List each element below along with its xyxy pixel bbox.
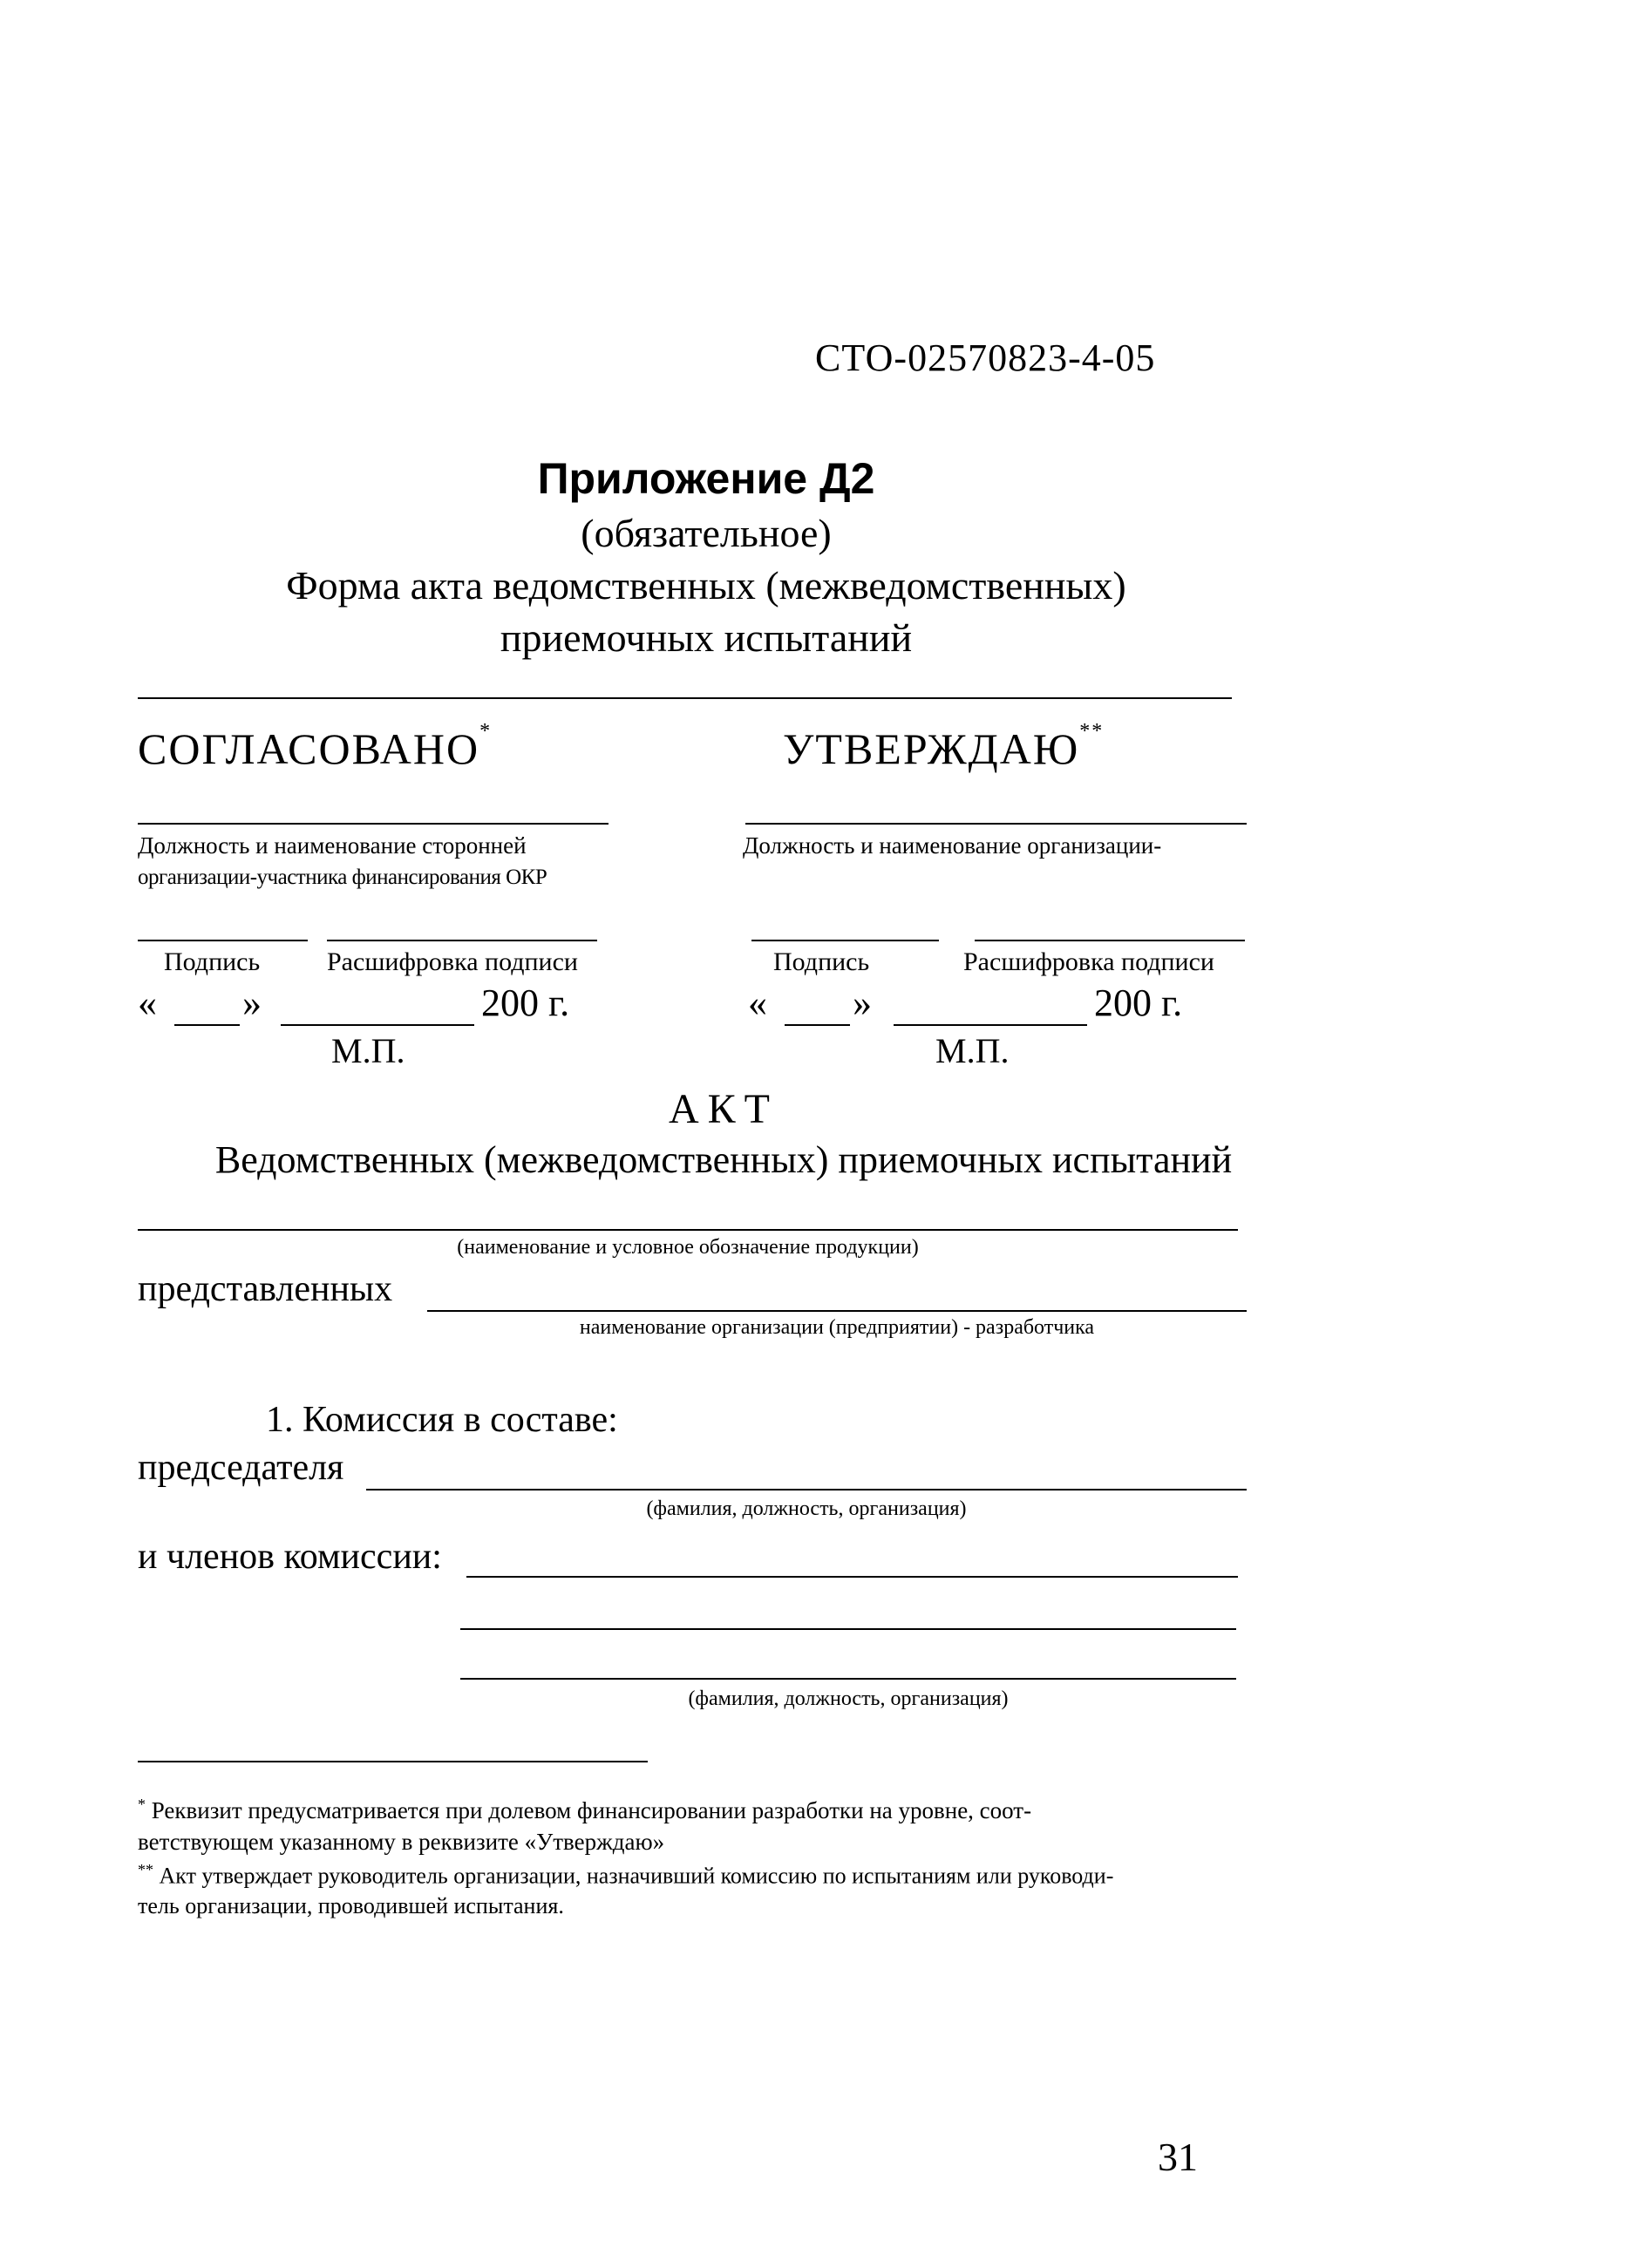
member-field-1[interactable] [466, 1576, 1238, 1578]
left-day-field[interactable] [174, 1024, 240, 1026]
right-signature-decode-label: Расшифровка подписи [963, 947, 1214, 976]
page-number: 31 [1158, 2135, 1198, 2179]
chair-field[interactable] [366, 1489, 1247, 1490]
right-year: 200 г. [1094, 981, 1183, 1024]
left-signature-label: Подпись [164, 947, 261, 976]
appendix-title: Приложение Д2 [537, 454, 875, 503]
right-signature-label: Подпись [773, 947, 870, 976]
right-month-field[interactable] [894, 1024, 1087, 1026]
left-position-line[interactable] [138, 823, 609, 825]
members-caption: (фамилия, должность, организация) [688, 1687, 1009, 1710]
chair-caption: (фамилия, должность, организация) [646, 1497, 967, 1520]
right-day-field[interactable] [785, 1024, 850, 1026]
member-field-3[interactable] [460, 1678, 1236, 1680]
member-field-2[interactable] [460, 1628, 1236, 1630]
form-title-line2: приемочных испытаний [500, 615, 913, 660]
commission-heading: 1. Комиссия в составе: [266, 1400, 618, 1440]
footnote-1-line1: * Реквизит предусматривается при долевом финансировании разработки на уровне, соот- [138, 1796, 1032, 1823]
developer-caption: наименование организации (предприятии) - разработчика [579, 1316, 1095, 1339]
members-label: и членов комиссии: [138, 1537, 442, 1577]
product-caption: (наименование и условное обозначение продукции) [457, 1236, 919, 1259]
right-date-open: « [748, 981, 767, 1024]
left-position-label-2: организации-участника финансирования ОКР [138, 866, 547, 889]
product-name-field[interactable] [138, 1229, 1238, 1231]
form-title-line1: Форма акта ведомственных (межведомственных) [286, 563, 1126, 608]
title-divider [138, 697, 1232, 699]
right-stamp: М.П. [935, 1031, 1010, 1070]
act-title: АКТ [669, 1086, 779, 1132]
left-stamp: М.П. [331, 1031, 405, 1070]
footnote-2-line2: тель организации, проводившей испытания. [138, 1893, 564, 1918]
left-date-open: « [138, 981, 157, 1024]
footnote-1-line2: ветствующем указанному в реквизите «Утверждаю» [138, 1829, 665, 1855]
left-position-label-1: Должность и наименование сторонней [138, 832, 527, 859]
right-signature-decode-line[interactable] [975, 940, 1245, 941]
left-signature-decode-label: Расшифровка подписи [327, 947, 578, 976]
footnote-divider [138, 1761, 648, 1762]
document-code: СТО-02570823-4-05 [815, 336, 1156, 379]
left-date-close: » [242, 981, 262, 1024]
right-signature-line[interactable] [751, 940, 939, 941]
appendix-subtitle: (обязательное) [581, 511, 832, 555]
act-subtitle: Ведомственных (межведомственных) приемочных испытаний [214, 1138, 1233, 1181]
agreed-heading: СОГЛАСОВАНО* [138, 720, 493, 773]
left-year: 200 г. [481, 981, 570, 1024]
right-date-close: » [853, 981, 872, 1024]
left-signature-line[interactable] [138, 940, 308, 941]
left-month-field[interactable] [281, 1024, 474, 1026]
right-position-line[interactable] [745, 823, 1247, 825]
footnote-2-line1: ** Акт утверждает руководитель организации, назначивший комиссию по испытаниям или руководи- [138, 1861, 1114, 1889]
chair-label: председателя [138, 1448, 344, 1488]
developer-field[interactable] [427, 1310, 1247, 1312]
approve-heading: УТВЕРЖДАЮ** [783, 720, 1105, 773]
left-signature-decode-line[interactable] [327, 940, 597, 941]
presented-label: представленных [138, 1269, 393, 1309]
right-position-label: Должность и наименование организации- [743, 832, 1162, 859]
